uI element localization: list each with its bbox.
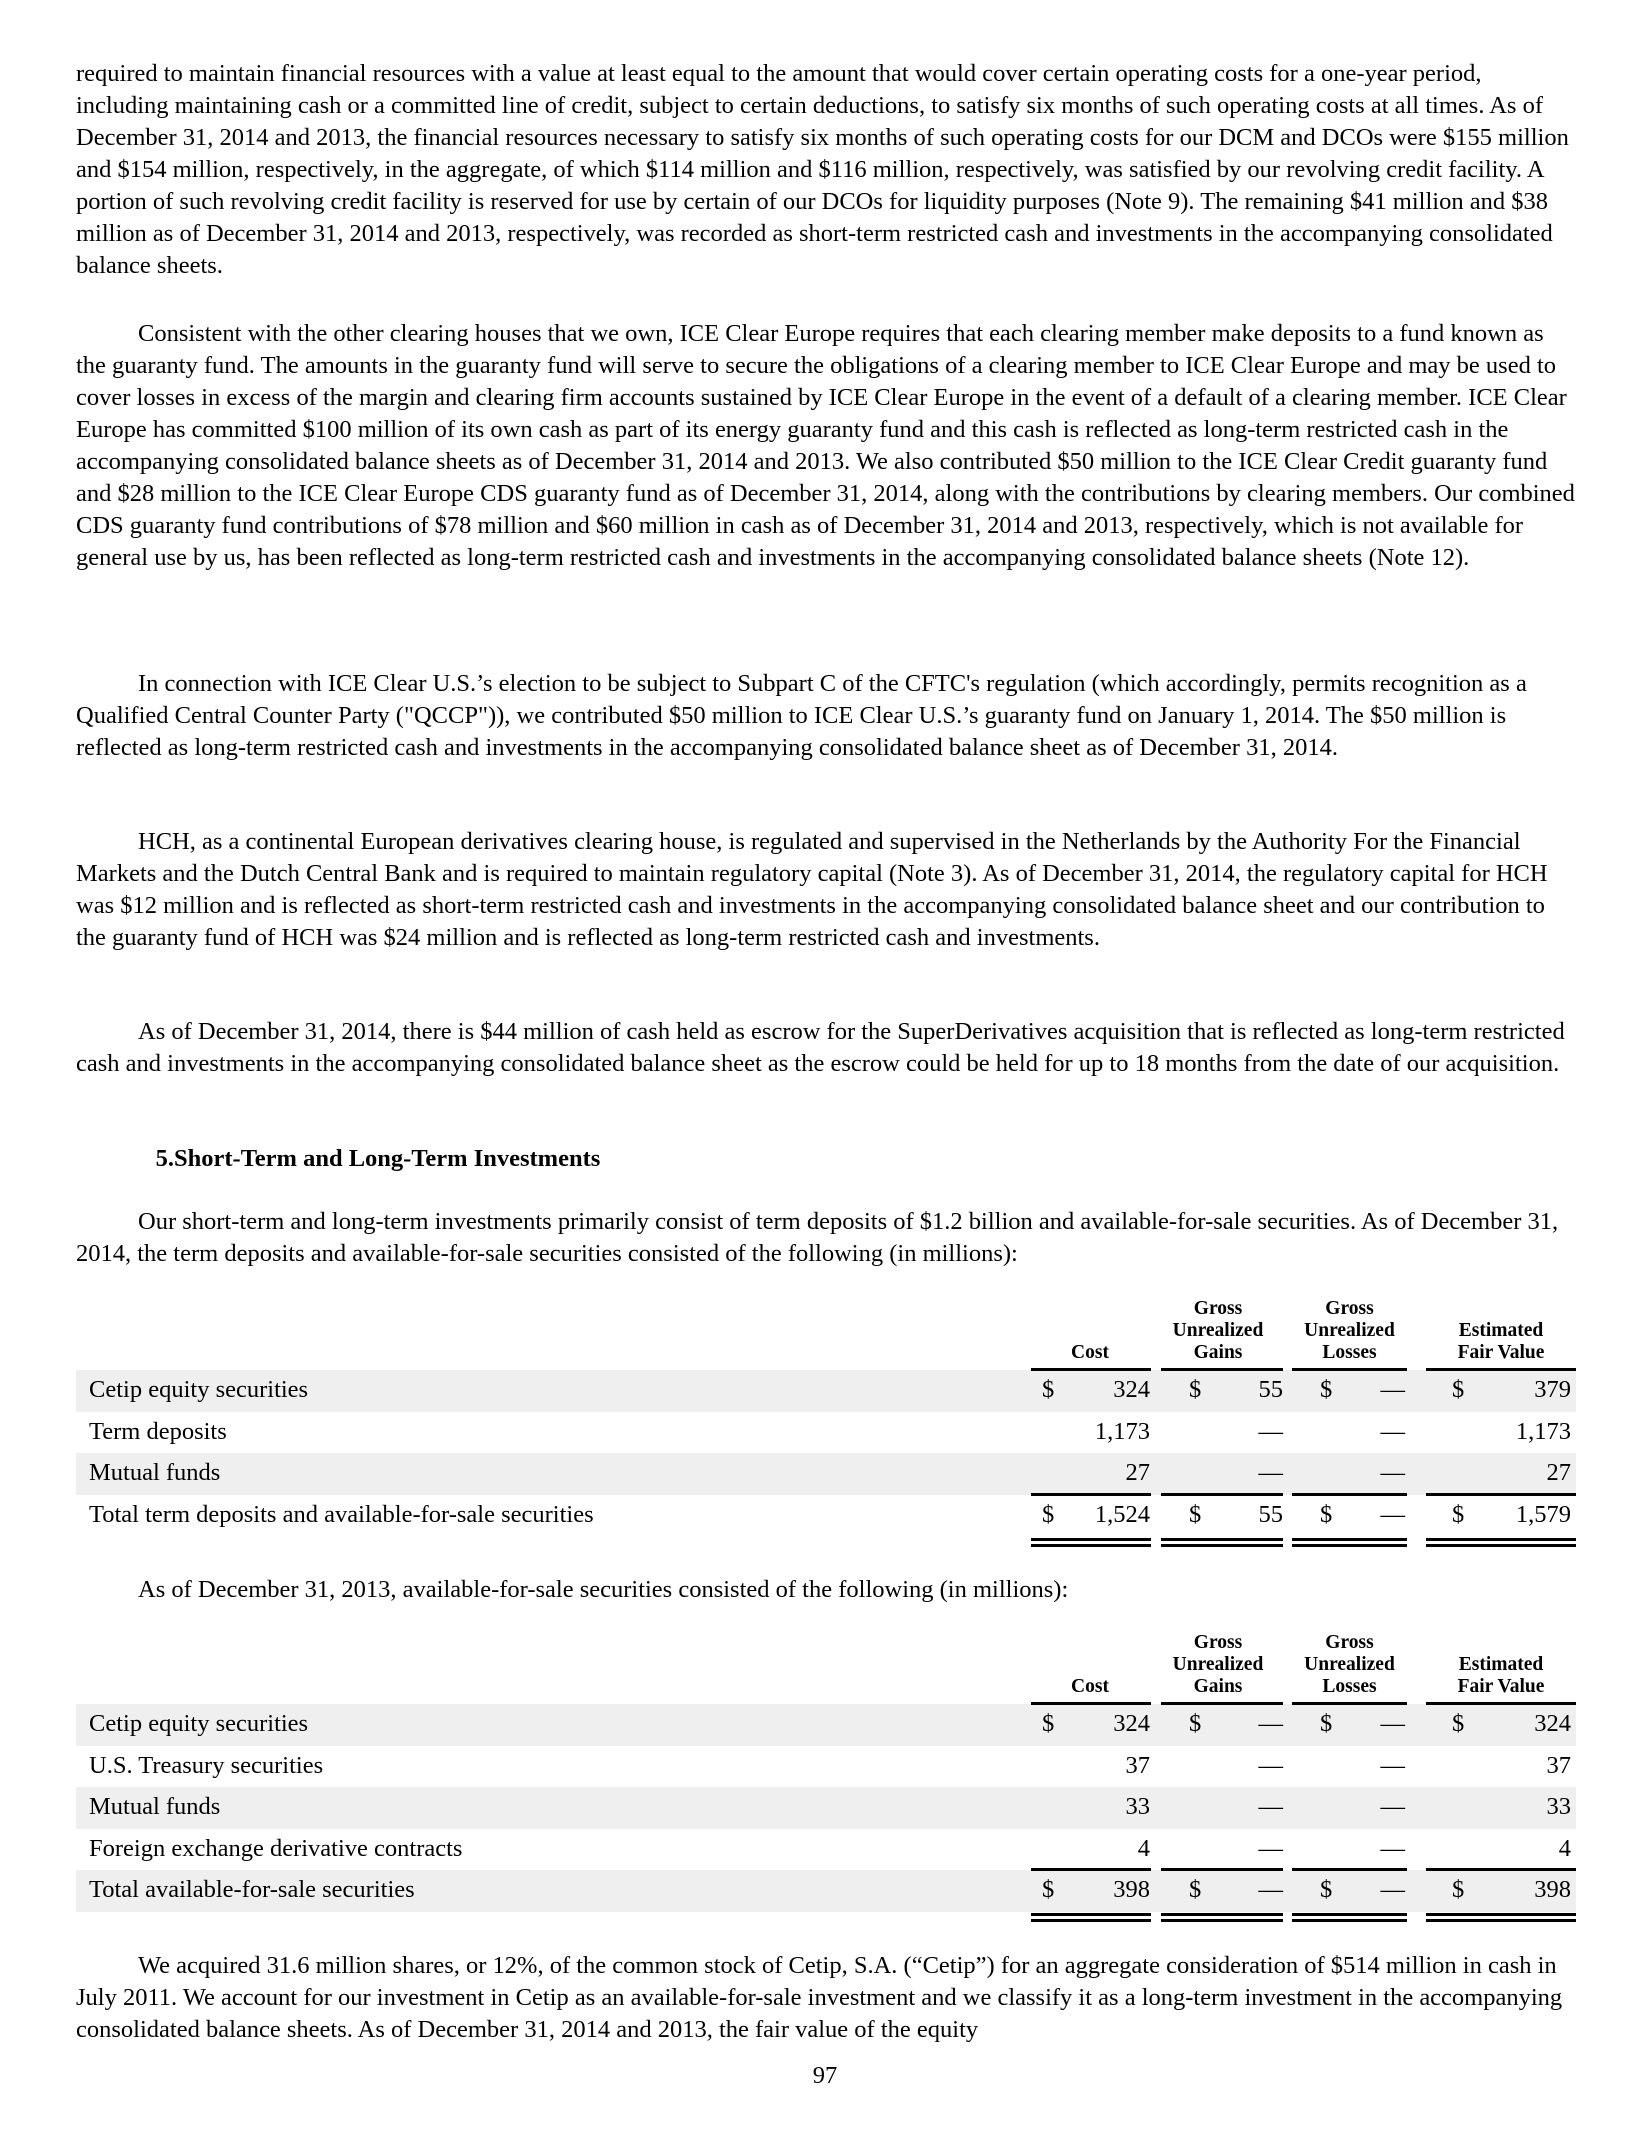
paragraph-hch: HCH, as a continental European derivatives clearing house, is regulated and supervised in the Netherlands by the Authority For the Financial Markets and the Dutch Central Bank and is required to maintain regulatory capital (Note 3). As of December 31, 2014, the regulatory capital for HCH was $12 million and is reflected as short-term restricted cash and investments in the accompanying consolidated balance sheet and our contribution to the guaranty fund of HCH was $24 million and is reflected as long-term restricted cash and investments.	[76, 828, 1548, 951]
table-header	[76, 1300, 1576, 1370]
subtotal-rule	[1161, 1493, 1283, 1496]
table-row	[76, 1370, 1576, 1412]
row-label: Mutual funds	[89, 1459, 221, 1487]
row-label: U.S. Treasury securities	[89, 1751, 324, 1779]
col-header-cost: Cost	[1071, 1342, 1109, 1363]
cell-gains: —	[1258, 1751, 1283, 1779]
currency-symbol: $	[1189, 1876, 1202, 1904]
col-header-gains: Gross Unrealized Gains	[1172, 1632, 1264, 1697]
header-underline	[1292, 1368, 1407, 1371]
total-double-rule	[1161, 1538, 1283, 1547]
paragraph-escrow: As of December 31, 2014, there is $44 million of cash held as escrow for the SuperDerivatives acquisition that is reflected as long-term restricted cash and investments in the accompanying consolidated balance sheet as the escrow could be held for up to 18 months from the date of our acquisition.	[76, 1018, 1565, 1077]
table-row	[76, 1453, 1576, 1495]
cell-gains: —	[1258, 1459, 1283, 1487]
row-label: Foreign exchange derivative contracts	[89, 1834, 463, 1862]
cell-losses: —	[1380, 1834, 1405, 1862]
header-underline	[1031, 1368, 1151, 1371]
subtotal-rule	[1031, 1868, 1151, 1871]
cell-gains: —	[1258, 1834, 1283, 1862]
paragraph-financial-resources: required to maintain financial resources with a value at least equal to the amount that would cover certain operating costs for a one-year period, including maintaining cash or a committed line of credit, subject to certain deductions, to satisfy six months of such operating costs at all times. As of December 31, 2014 and 2013, the financial resources necessary to satisfy six months of such operating costs for our DCM and DCOs were $155 million and $154 million, respectively, in the aggregate, of which $114 million and $116 million, respectively, was satisfied by our revolving credit facility. A portion of such revolving credit facility is reserved for use by certain of our DCOs for liquidity purposes (Note 9). The remaining $41 million and $38 million as of December 31, 2014 and 2013, respectively, was recorded as short-term restricted cash and investments in the accompanying consolidated balance sheets.	[76, 60, 1569, 279]
header-underline	[1161, 1368, 1283, 1371]
cell-losses: —	[1380, 1459, 1405, 1487]
currency-symbol: $	[1042, 1710, 1055, 1737]
cell-cost: 324	[1113, 1376, 1150, 1403]
currency-symbol: $	[1042, 1876, 1055, 1904]
col-header-losses: Gross Unrealized Losses	[1304, 1298, 1395, 1363]
subtotal-rule	[1426, 1493, 1576, 1496]
currency-symbol: $	[1452, 1500, 1465, 1528]
cell-losses: —	[1380, 1500, 1405, 1528]
table-header	[76, 1634, 1576, 1704]
header-underline	[1292, 1702, 1407, 1705]
total-double-rule	[1426, 1913, 1576, 1922]
total-double-rule	[1292, 1538, 1407, 1547]
cell-losses: —	[1380, 1876, 1405, 1904]
header-underline	[1426, 1702, 1576, 1705]
cell-cost: 4	[1137, 1834, 1150, 1862]
cell-losses: —	[1380, 1751, 1405, 1779]
cell-fair: 379	[1534, 1376, 1571, 1403]
cell-cost: 37	[1125, 1751, 1150, 1779]
subtotal-rule	[1292, 1493, 1407, 1496]
table-total-row	[76, 1870, 1576, 1912]
subtotal-rule	[1292, 1868, 1407, 1871]
section-number: 5.	[155, 1145, 174, 1172]
cell-fair: 1,173	[1515, 1417, 1571, 1445]
col-header-losses: Gross Unrealized Losses	[1304, 1632, 1395, 1697]
header-underline	[1031, 1702, 1151, 1705]
col-header-cost: Cost	[1071, 1676, 1109, 1697]
paragraph-ice-clear-us: In connection with ICE Clear U.S.’s election to be subject to Subpart C of the CFTC's regulation (which accordingly, permits recognition as a Qualified Central Counter Party ("QCCP")), we contributed $50 million to ICE Clear U.S.’s guaranty fund on January 1, 2014. The $50 million is reflected as long-term restricted cash and investments in the accompanying consolidated balance sheet as of December 31, 2014.	[76, 670, 1527, 761]
subtotal-rule	[1161, 1868, 1283, 1871]
currency-symbol: $	[1189, 1376, 1202, 1403]
table-total-row	[76, 1495, 1576, 1537]
cell-losses: —	[1380, 1793, 1405, 1821]
row-label: Cetip equity securities	[89, 1376, 309, 1403]
cell-fair: 398	[1534, 1876, 1571, 1904]
subtotal-rule	[1031, 1493, 1151, 1496]
table-body	[76, 1370, 1576, 1536]
paragraph-guaranty-fund: Consistent with the other clearing houses that we own, ICE Clear Europe requires that each clearing member make deposits to a fund known as the guaranty fund. The amounts in the guaranty fund will serve to secure the obligations of a clearing member to ICE Clear Europe and may be used to cover losses in excess of the margin and clearing firm accounts sustained by ICE Clear Europe in the event of a default of a clearing member. ICE Clear Europe has committed $100 million of its own cash as part of its energy guaranty fund and this cash is reflected as long-term restricted cash in the accompanying consolidated balance sheets as of December 31, 2014 and 2013. We also contributed $50 million to the ICE Clear Credit guaranty fund and $28 million to the ICE Clear Europe CDS guaranty fund as of December 31, 2014, along with the contributions by clearing members. Our combined CDS guaranty fund contributions of $78 million and $60 million in cash as of December 31, 2014 and 2013, respectively, which is not available for general use by us, has been reflected as long-term restricted cash and investments in the accompanying consolidated balance sheets (Note 12).	[76, 320, 1575, 571]
cell-gains: 55	[1258, 1500, 1283, 1528]
cell-gains: —	[1258, 1876, 1283, 1904]
currency-symbol: $	[1320, 1876, 1333, 1904]
cell-cost: 324	[1113, 1710, 1150, 1737]
currency-symbol: $	[1189, 1500, 1202, 1528]
total-double-rule	[1161, 1913, 1283, 1922]
cell-cost: 1,524	[1094, 1500, 1150, 1528]
cell-losses: —	[1380, 1417, 1405, 1445]
table-row	[76, 1412, 1576, 1454]
currency-symbol: $	[1452, 1376, 1465, 1403]
header-underline	[1426, 1368, 1576, 1371]
cell-gains: —	[1258, 1793, 1283, 1821]
currency-symbol: $	[1452, 1710, 1465, 1737]
currency-symbol: $	[1042, 1376, 1055, 1403]
col-header-gains: Gross Unrealized Gains	[1172, 1298, 1264, 1363]
currency-symbol: $	[1452, 1876, 1465, 1904]
row-label: Cetip equity securities	[89, 1710, 309, 1737]
cell-cost: 33	[1125, 1793, 1150, 1821]
col-header-fair-value: Estimated Fair Value	[1457, 1320, 1545, 1363]
currency-symbol: $	[1189, 1710, 1202, 1737]
header-underline	[1161, 1702, 1283, 1705]
cell-gains: 55	[1258, 1376, 1283, 1403]
investments-table-2013	[76, 1634, 1576, 1912]
cell-losses: —	[1380, 1710, 1405, 1737]
cell-gains: —	[1258, 1417, 1283, 1445]
cell-gains: —	[1258, 1710, 1283, 1737]
row-label: Total available-for-sale securities	[89, 1876, 415, 1904]
currency-symbol: $	[1320, 1710, 1333, 1737]
paragraph-cetip: We acquired 31.6 million shares, or 12%, of the common stock of Cetip, S.A. (“Cetip”) for an aggregate consideration of $514 million in cash in July 2011. We account for our investment in Cetip as an available-for-sale investment and we classify it as a long-term investment in the accompanying consolidated balance sheets. As of December 31, 2014 and 2013, the fair value of the equity	[76, 1952, 1563, 2043]
paragraph-investments-intro: Our short-term and long-term investments primarily consist of term deposits of $1.2 billion and available-for-sale securities. As of December 31, 2014, the term deposits and available-for-sale securities consisted of the following (in millions):	[76, 1208, 1559, 1267]
table-row	[76, 1787, 1576, 1829]
row-label: Mutual funds	[89, 1793, 221, 1821]
cell-fair: 33	[1546, 1793, 1571, 1821]
cell-fair: 1,579	[1515, 1500, 1571, 1528]
table-body	[76, 1704, 1576, 1912]
section-heading	[76, 1143, 600, 1175]
cell-losses: —	[1380, 1376, 1405, 1403]
table-row	[76, 1704, 1576, 1746]
section-title: Short-Term and Long-Term Investments	[174, 1145, 601, 1172]
total-double-rule	[1292, 1913, 1407, 1922]
cell-cost: 27	[1125, 1459, 1150, 1487]
cell-fair: 324	[1534, 1710, 1571, 1737]
row-label: Total term deposits and available-for-sale securities	[89, 1500, 594, 1528]
page-number: 97	[812, 2062, 838, 2089]
currency-symbol: $	[1320, 1376, 1333, 1403]
cell-cost: 1,173	[1094, 1417, 1150, 1445]
investments-table-2014	[76, 1300, 1576, 1536]
total-double-rule	[1426, 1538, 1576, 1547]
cell-cost: 398	[1113, 1876, 1150, 1904]
currency-symbol: $	[1320, 1500, 1333, 1528]
total-double-rule	[1031, 1913, 1151, 1922]
total-double-rule	[1031, 1538, 1151, 1547]
cell-fair: 27	[1546, 1459, 1571, 1487]
col-header-fair-value: Estimated Fair Value	[1457, 1654, 1545, 1697]
table-row	[76, 1746, 1576, 1788]
table-row	[76, 1829, 1576, 1871]
cell-fair: 37	[1546, 1751, 1571, 1779]
currency-symbol: $	[1042, 1500, 1055, 1528]
paragraph-2013-intro: As of December 31, 2013, available-for-sale securities consisted of the following (in millions):	[138, 1576, 1069, 1603]
row-label: Term deposits	[89, 1417, 227, 1445]
cell-fair: 4	[1558, 1834, 1571, 1862]
subtotal-rule	[1426, 1868, 1576, 1871]
